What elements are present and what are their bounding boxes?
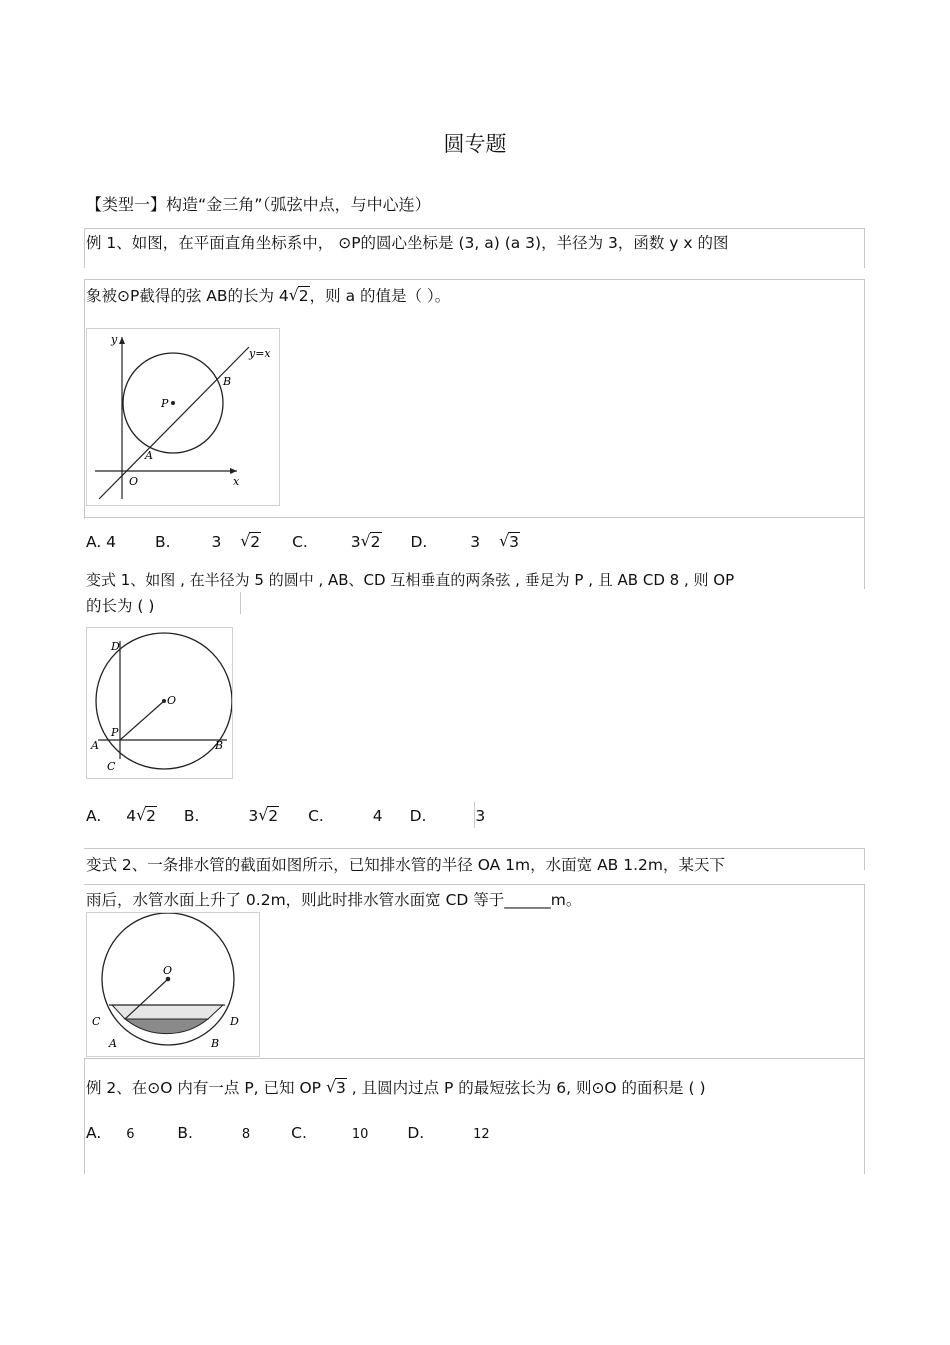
fig-label-c: C bbox=[107, 760, 116, 773]
option-c-value: 10 bbox=[351, 1127, 369, 1142]
fig-label-c: C bbox=[92, 1015, 101, 1028]
var2-line2: 雨后，水管水面上升了 0.2m，则此时排水管水面宽 CD 等于______m。 bbox=[86, 891, 582, 909]
option-a: A. 4 bbox=[86, 533, 117, 551]
var2-figure-svg bbox=[87, 913, 259, 1056]
option-a-value: 6 bbox=[126, 1127, 135, 1142]
option-c-label: C. bbox=[291, 1124, 307, 1142]
ex1-figure bbox=[86, 328, 280, 506]
rule-line bbox=[84, 228, 85, 268]
ex1-options bbox=[86, 533, 520, 551]
ex1-figure-svg bbox=[87, 329, 279, 505]
rule-line bbox=[84, 1058, 865, 1059]
rule-line bbox=[84, 517, 865, 518]
option-d-label: D. bbox=[407, 1124, 425, 1142]
sqrt-symbol bbox=[240, 533, 261, 551]
var1-line2: 的长为 ( ) bbox=[86, 597, 155, 615]
option-d-coef: 3 bbox=[470, 533, 481, 551]
var2-figure bbox=[86, 912, 260, 1057]
rule-line bbox=[84, 884, 865, 885]
rule-line bbox=[240, 592, 241, 614]
option-d-label: D. bbox=[410, 533, 428, 551]
ex1-line2-pre: 象被⊙P截得的弦 AB的长为 4 bbox=[86, 287, 289, 305]
rule-line bbox=[84, 279, 865, 280]
var1-figure-svg bbox=[87, 628, 232, 778]
option-b-label: B. bbox=[154, 533, 171, 551]
sqrt-symbol bbox=[136, 807, 157, 825]
option-d-value: 12 bbox=[473, 1127, 490, 1142]
option-c-value: 4 bbox=[372, 807, 383, 825]
option-c-label: C. bbox=[308, 807, 324, 825]
ex2-line1-post: , 且圆内过点 P 的最短弦长为 6, 则⊙O 的面积是 ( ) bbox=[346, 1079, 706, 1097]
fig-label-o: O bbox=[163, 964, 173, 977]
sqrt-symbol bbox=[499, 533, 520, 551]
page-title: 圆专题 bbox=[443, 132, 507, 156]
rule-line bbox=[864, 848, 865, 870]
option-a-label: A. bbox=[86, 1124, 102, 1142]
option-d-value: 3 bbox=[475, 807, 486, 825]
ex2-line1-radicand: 3 bbox=[335, 1079, 346, 1097]
ex1-line2 bbox=[86, 284, 450, 306]
var2-line1: 变式 2、一条排水管的截面如图所示，已知排水管的半径 OA 1m，水面宽 AB 1.2m，某天下 bbox=[86, 856, 725, 874]
fig-label-p: P bbox=[111, 726, 119, 739]
option-b-value: 8 bbox=[241, 1127, 251, 1142]
fig-label-x: x bbox=[233, 475, 240, 488]
rule-line bbox=[864, 517, 865, 589]
var1-figure bbox=[86, 627, 233, 779]
rule-line bbox=[864, 228, 865, 268]
ex2-line1 bbox=[86, 1076, 706, 1098]
var1-line1: 变式 1、如图 , 在半径为 5 的圆中 , AB、CD 互相垂直的两条弦 , 垂足为 P , 且 AB CD 8 , 则 OP bbox=[86, 571, 735, 589]
fig-label-p: P bbox=[161, 397, 169, 410]
fig-label-a: A bbox=[145, 449, 153, 462]
ex1-line2-radicand: 2 bbox=[298, 287, 309, 305]
fig-label-a: A bbox=[91, 739, 99, 752]
option-b-label: B. bbox=[177, 1124, 193, 1142]
ex2-options bbox=[86, 1124, 490, 1142]
fig-label-o: O bbox=[167, 694, 177, 707]
fig-label-b: B bbox=[223, 375, 232, 388]
rule-line bbox=[864, 279, 865, 519]
rule-line bbox=[864, 884, 865, 1174]
option-d-radicand: 3 bbox=[509, 533, 519, 551]
option-a-radicand: 2 bbox=[146, 807, 156, 825]
rule-line bbox=[84, 228, 865, 229]
fig-label-y: y bbox=[111, 333, 118, 346]
fig-label-b: B bbox=[211, 1037, 220, 1050]
var1-options bbox=[86, 807, 485, 825]
rule-line bbox=[84, 1058, 85, 1174]
option-b-radicand: 2 bbox=[268, 807, 279, 825]
sqrt-symbol bbox=[326, 1079, 347, 1097]
option-c-coef: 3 bbox=[350, 533, 361, 551]
option-a-coef: 4 bbox=[126, 807, 137, 825]
sqrt-symbol bbox=[289, 287, 310, 305]
option-b-coef: 3 bbox=[211, 533, 222, 551]
option-a-label: A. bbox=[86, 807, 102, 825]
option-d-label: D. bbox=[409, 807, 427, 825]
ex2-line1-pre: 例 2、在⊙O 内有一点 P, 已知 OP bbox=[86, 1079, 326, 1097]
fig-label-d: D bbox=[111, 640, 120, 653]
fig-label-yx: y=x bbox=[249, 347, 271, 360]
option-b-label: B. bbox=[183, 807, 200, 825]
option-b-coef: 3 bbox=[248, 807, 259, 825]
ex1-line1: 例 1、如图，在平面直角坐标系中， ⊙P的圆心坐标是 (3, a) (a 3)，半径为 3，函数 y x 的图 bbox=[86, 234, 729, 252]
fig-label-d: D bbox=[230, 1015, 239, 1028]
option-c-radicand: 2 bbox=[370, 533, 381, 551]
fig-label-o: O bbox=[129, 475, 139, 488]
option-b-radicand: 2 bbox=[250, 533, 261, 551]
sqrt-symbol bbox=[361, 533, 382, 551]
ex1-line2-post: ，则 a 的值是（ ）。 bbox=[309, 287, 451, 305]
sqrt-symbol bbox=[258, 807, 279, 825]
fig-label-a: A bbox=[109, 1037, 117, 1050]
rule-line bbox=[84, 848, 865, 849]
option-c-label: C. bbox=[292, 533, 308, 551]
section-heading: 【类型一】构造“金三角”（弧弦中点，与中心连） bbox=[86, 195, 431, 214]
fig-label-b: B bbox=[215, 739, 224, 752]
rule-line bbox=[84, 279, 85, 519]
